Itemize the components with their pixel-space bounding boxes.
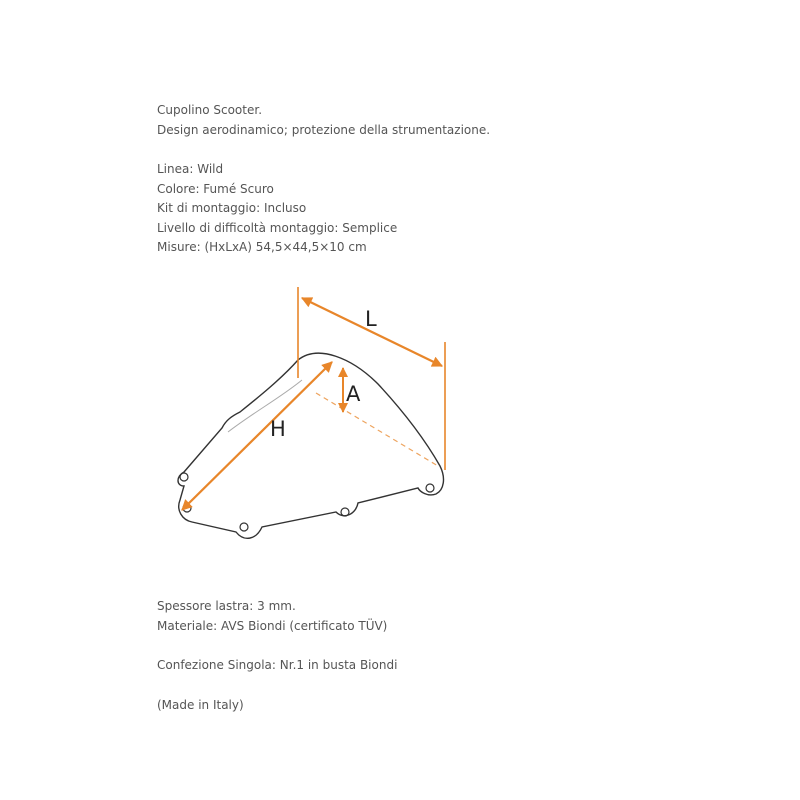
mounting-hole xyxy=(180,473,188,481)
spec-difficulty: Livello di difficoltà montaggio: Semplice xyxy=(157,220,398,235)
mounting-hole xyxy=(426,484,434,492)
packaging-info xyxy=(157,656,397,676)
material-info xyxy=(157,597,387,636)
packaging-line: Confezione Singola: Nr.1 in busta Biondi xyxy=(157,658,398,672)
length-label: L xyxy=(365,307,377,331)
spec-color: Colore: Fumé Scuro xyxy=(157,181,274,196)
windshield-inner-edge xyxy=(228,380,302,432)
mounting-hole xyxy=(341,508,349,516)
height-dimension-arrow xyxy=(182,362,332,510)
origin-info xyxy=(157,696,244,716)
spec-line: Linea: Wild xyxy=(157,162,224,176)
product-description-line: Design aerodinamico; protezione della strumentazione. xyxy=(157,122,491,137)
height-label: H xyxy=(270,417,286,441)
material-line: Materiale: AVS Biondi (certificato TÜV) xyxy=(157,618,388,633)
made-in-line: (Made in Italy) xyxy=(157,698,244,712)
spec-mounting-kit: Kit di montaggio: Incluso xyxy=(157,201,307,216)
product-title-line: Cupolino Scooter. xyxy=(157,103,263,117)
sheet-thickness: Spessore lastra: 3 mm. xyxy=(157,599,296,613)
depth-label: A xyxy=(346,382,361,406)
spec-size: Misure: (HxLxA) 54,5×44,5×10 cm xyxy=(157,240,367,255)
mounting-hole xyxy=(240,523,248,531)
depth-guide-dashed xyxy=(316,393,438,466)
